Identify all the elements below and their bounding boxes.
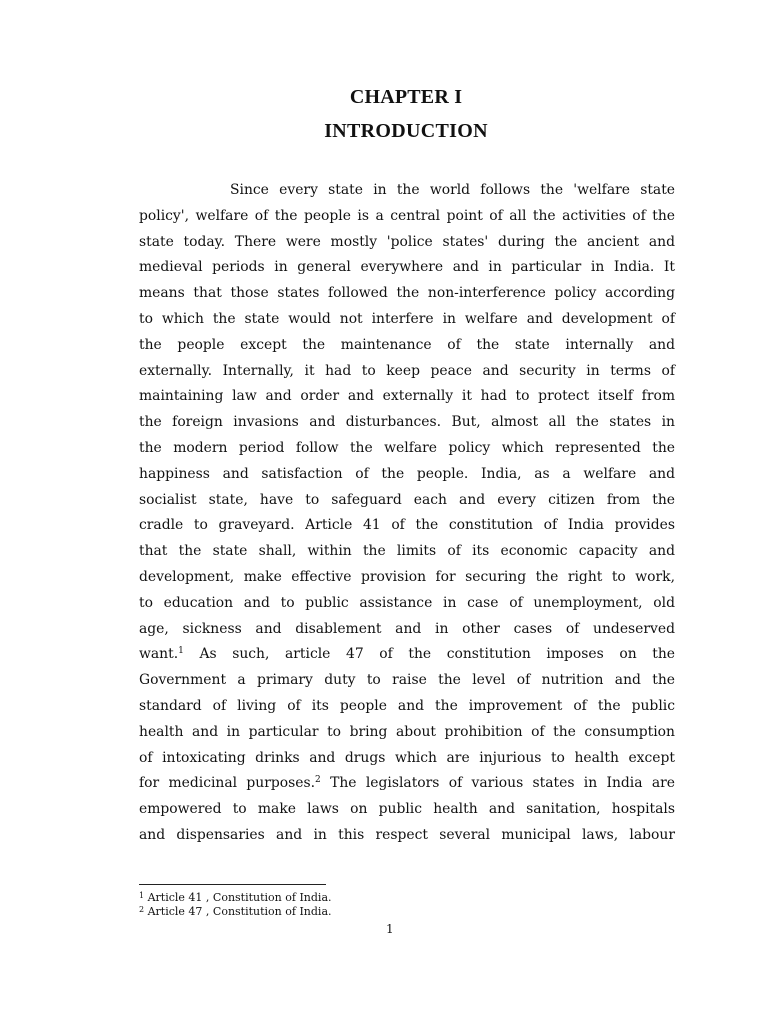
paragraph-line: state today. There were mostly 'police states' during the ancient and (139, 233, 675, 250)
paragraph-line: socialist state, have to safeguard each and every citizen from the (139, 491, 675, 508)
paragraph-line: happiness and satisfaction of the people. India, as a welfare and (139, 465, 675, 482)
paragraph-line: Government a primary duty to raise the level of nutrition and the (139, 672, 675, 689)
paragraph-line-with-footnote (139, 771, 675, 797)
footnote-mark: 1 (139, 891, 145, 900)
line-segment: As such, article 47 of the constitution imposes on the (199, 646, 675, 663)
paragraph-line: health and in particular to bring about prohibition of the consumption (139, 723, 675, 740)
paragraph-line: Since every state in the world follows the 'welfare state (230, 182, 675, 198)
footnote (139, 891, 539, 905)
paragraph-line: standard of living of its people and the improvement of the public (139, 697, 675, 714)
paragraph-line: the modern period follow the welfare policy which represented the (139, 439, 675, 456)
paragraph-line: development, make effective provision for securing the right to work, (139, 568, 675, 585)
paragraph-line: that the state shall, within the limits of its economic capacity and (139, 543, 675, 560)
paragraph-line: of intoxicating drinks and drugs which are injurious to health except (139, 749, 675, 766)
paragraph-line: cradle to graveyard. Article 41 of the constitution of India provides (139, 517, 675, 534)
footnote-ref: 2 (315, 775, 321, 786)
footnotes (139, 891, 539, 919)
paragraph-line: means that those states followed the non-interference policy according (139, 285, 675, 302)
line-segment: The legislators of various states in India are (330, 775, 675, 792)
body-paragraph (139, 178, 675, 849)
page-number: 1 (386, 922, 394, 936)
footnote-ref: 1 (178, 646, 184, 657)
paragraph-line: the foreign invasions and disturbances. But, almost all the states in (139, 414, 675, 431)
paragraph-line: age, sickness and disablement and in other cases of undeserved (139, 620, 675, 637)
paragraph-line: policy', welfare of the people is a central point of all the activities of the (139, 207, 675, 224)
footnote-text: Article 47 , Constitution of India. (147, 905, 332, 918)
chapter-title: INTRODUCTION (324, 120, 488, 142)
paragraph-line: to which the state would not interfere in welfare and development of (139, 310, 675, 327)
paragraph-line: empowered to make laws on public health and sanitation, hospitals (139, 801, 675, 818)
paragraph-line: and dispensaries and in this respect several municipal laws, labour (139, 826, 675, 843)
footnote-text: Article 41 , Constitution of India. (147, 891, 332, 904)
paragraph-line: to education and to public assistance in case of unemployment, old (139, 594, 675, 611)
footnote (139, 905, 539, 919)
footnote-mark: 2 (139, 905, 145, 914)
line-segment: for medicinal purposes. (139, 775, 316, 792)
paragraph-line: maintaining law and order and externally it had to protect itself from (139, 388, 675, 405)
line-segment: want. (139, 646, 179, 663)
footnote-separator (139, 884, 326, 885)
paragraph-line: the people except the maintenance of the state internally and (139, 336, 675, 353)
paragraph-line-with-footnote (139, 642, 675, 668)
chapter-number: CHAPTER I (349, 86, 463, 108)
paragraph-line: externally. Internally, it had to keep peace and security in terms of (139, 362, 675, 379)
paragraph-line: medieval periods in general everywhere and in particular in India. It (139, 259, 675, 276)
